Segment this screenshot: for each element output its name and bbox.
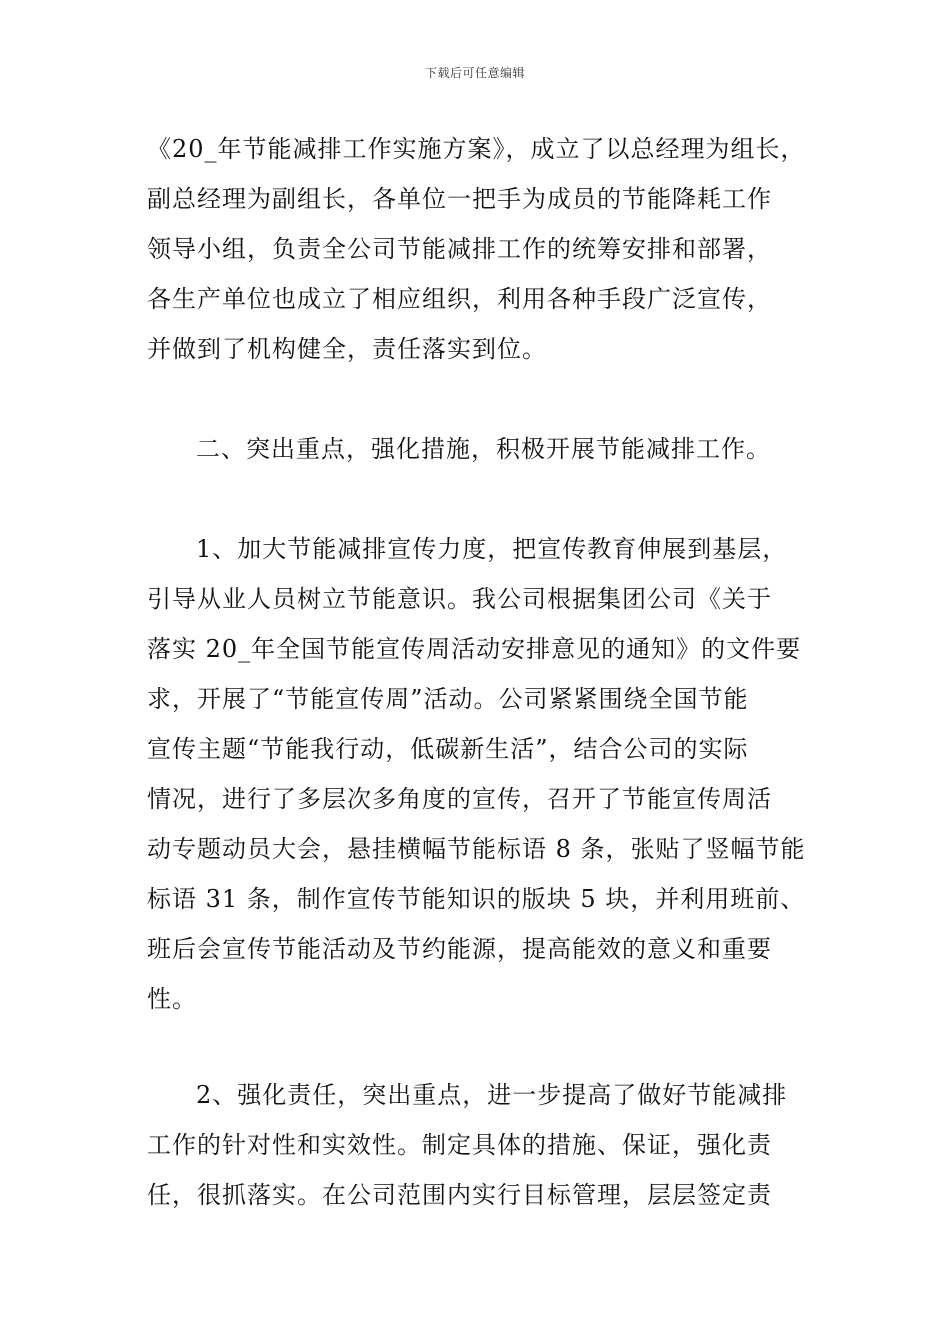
paragraph-line: 引导从业人员树立节能意识。我公司根据集团公司《关于	[147, 585, 772, 613]
paragraph-2	[147, 524, 807, 1024]
paragraph-line: 并做到了机构健全，责任落实到位。	[147, 335, 547, 363]
paragraph-1	[147, 124, 807, 374]
paragraph-line: 性。	[147, 985, 197, 1013]
paragraph-line: 2、强化责任，突出重点，进一步提高了做好节能减排	[196, 1081, 788, 1109]
paragraph-line: 落实 20_年全国节能宣传周活动安排意见的通知》的文件要	[147, 635, 802, 663]
paragraph-line: 工作的针对性和实效性。制定具体的措施、保证，强化责	[147, 1131, 772, 1159]
paragraph-line: 领导小组，负责全公司节能减排工作的统筹安排和部署，	[147, 235, 772, 263]
paragraph-line: 班后会宣传节能活动及节约能源，提高能效的意义和重要	[147, 935, 772, 963]
paragraph-line: 《20_年节能减排工作实施方案》，成立了以总经理为组长，	[147, 135, 806, 163]
paragraph-line: 标语 31 条，制作宣传节能知识的版块 5 块，并利用班前、	[147, 885, 806, 913]
paragraph-line: 1、加大节能减排宣传力度，把宣传教育伸展到基层，	[196, 535, 788, 563]
paragraph-3	[147, 1070, 807, 1220]
paragraph-line: 情况，进行了多层次多角度的宣传，召开了节能宣传周活	[147, 785, 772, 813]
page-header: 下载后可任意编辑	[424, 66, 525, 80]
paragraph-line: 求，开展了“节能宣传周”活动。公司紧紧围绕全国节能	[147, 685, 749, 713]
section-heading	[147, 424, 807, 474]
paragraph-line: 任，很抓落实。在公司范围内实行目标管理，层层签定责	[147, 1181, 772, 1209]
paragraph-line: 动专题动员大会，悬挂横幅节能标语 8 条，张贴了竖幅节能	[147, 835, 806, 863]
paragraph-line: 宣传主题“节能我行动，低碳新生活”，结合公司的实际	[147, 735, 749, 763]
section-heading-text: 二、突出重点，强化措施，积极开展节能减排工作。	[196, 435, 771, 463]
paragraph-line: 各生产单位也成立了相应组织，利用各种手段广泛宣传，	[147, 285, 772, 313]
paragraph-line: 副总经理为副组长，各单位一把手为成员的节能降耗工作	[147, 185, 772, 213]
